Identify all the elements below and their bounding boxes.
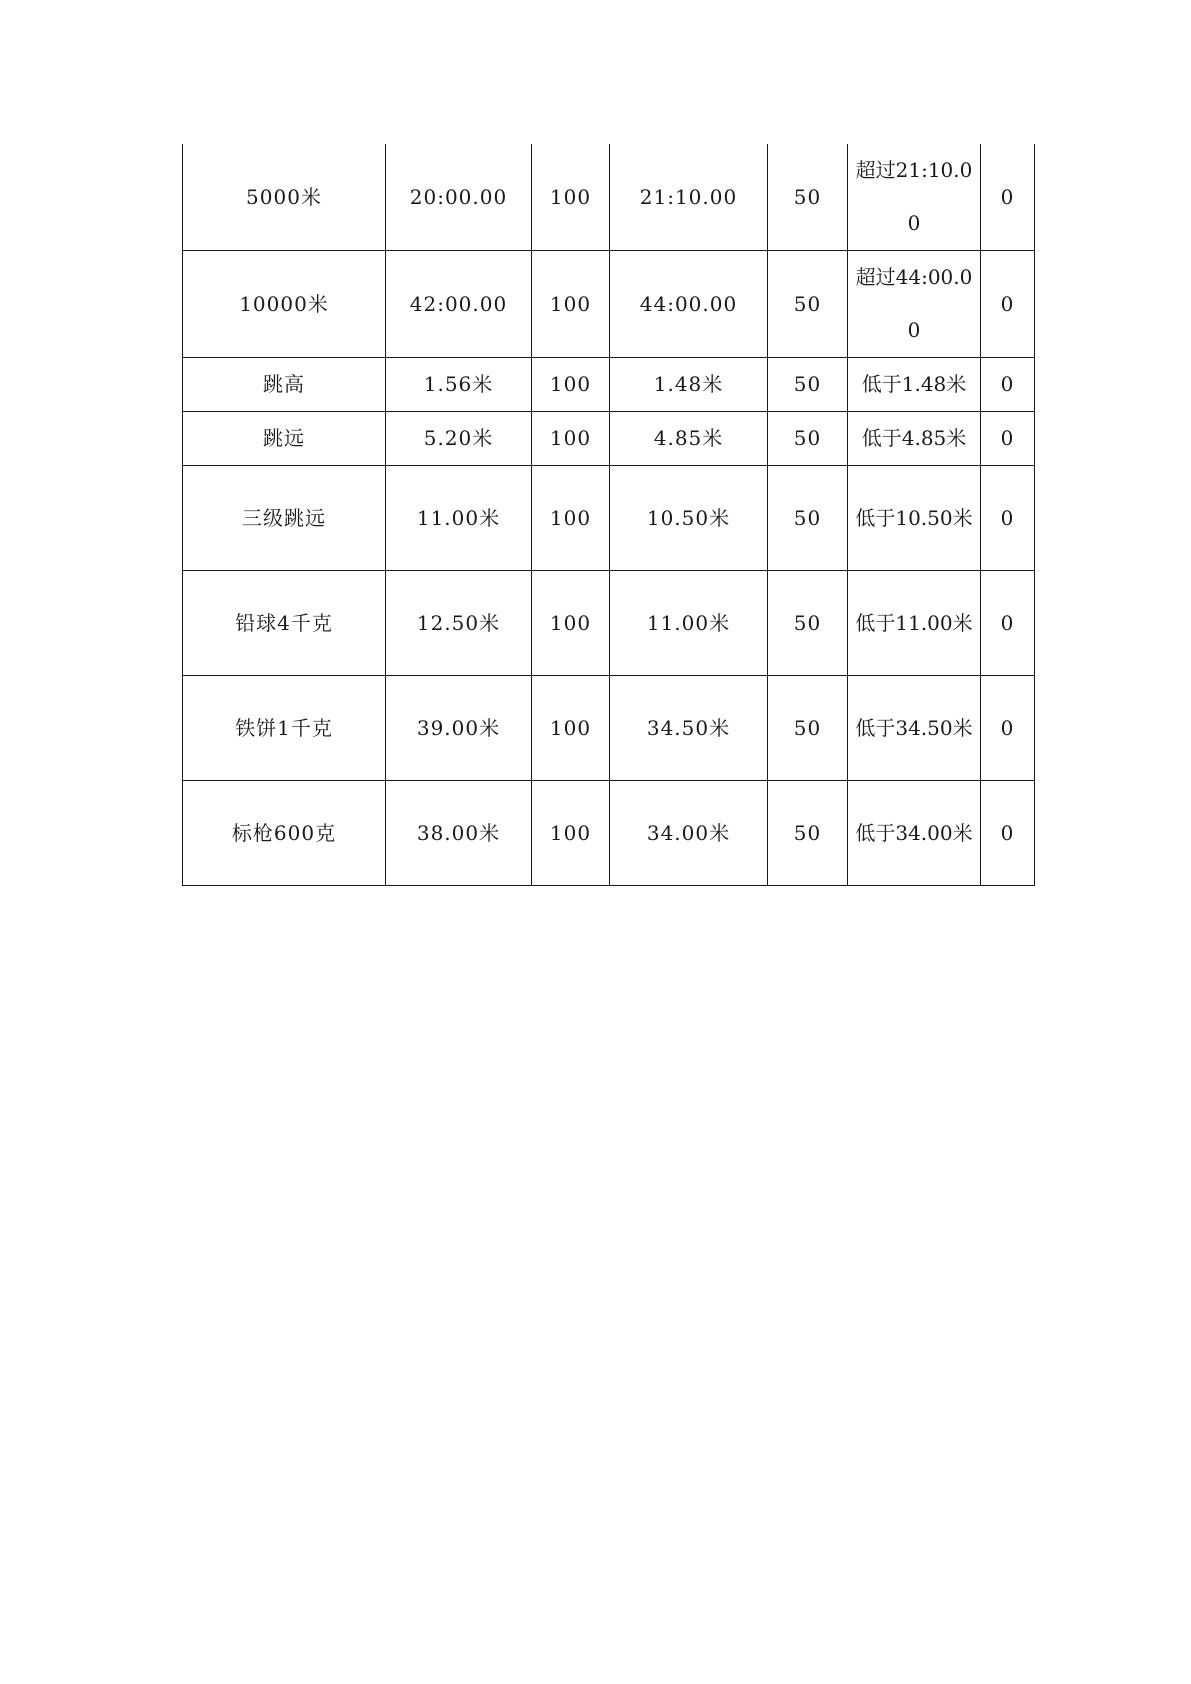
full-marks-standard-cell: 1.56米 xyxy=(386,358,532,412)
failing-standard-cell: 超过21:10.00 xyxy=(848,144,981,251)
table-row xyxy=(183,676,1035,781)
passing-points-cell: 50 xyxy=(768,251,848,358)
passing-standard-cell: 10.50米 xyxy=(610,466,768,571)
failing-standard-cell: 低于4.85米 xyxy=(848,412,981,466)
event-cell: 5000米 xyxy=(183,144,386,251)
event-cell: 标枪600克 xyxy=(183,781,386,886)
full-marks-points-cell: 100 xyxy=(532,676,610,781)
failing-standard-cell: 低于1.48米 xyxy=(848,358,981,412)
passing-points-cell: 50 xyxy=(768,412,848,466)
table-row xyxy=(183,144,1035,251)
table-row xyxy=(183,466,1035,571)
event-cell: 10000米 xyxy=(183,251,386,358)
table-row xyxy=(183,412,1035,466)
full-marks-points-cell: 100 xyxy=(532,781,610,886)
event-cell: 跳高 xyxy=(183,358,386,412)
passing-standard-cell: 1.48米 xyxy=(610,358,768,412)
full-marks-points-cell: 100 xyxy=(532,358,610,412)
score-standards-table xyxy=(182,144,1035,886)
failing-points-cell: 0 xyxy=(981,358,1035,412)
full-marks-standard-cell: 20:00.00 xyxy=(386,144,532,251)
failing-points-cell: 0 xyxy=(981,571,1035,676)
full-marks-standard-cell: 42:00.00 xyxy=(386,251,532,358)
failing-points-cell: 0 xyxy=(981,676,1035,781)
full-marks-points-cell: 100 xyxy=(532,571,610,676)
failing-standard-cell: 低于34.50米 xyxy=(848,676,981,781)
event-cell: 铅球4千克 xyxy=(183,571,386,676)
passing-standard-cell: 21:10.00 xyxy=(610,144,768,251)
table-row xyxy=(183,571,1035,676)
passing-points-cell: 50 xyxy=(768,571,848,676)
full-marks-points-cell: 100 xyxy=(532,144,610,251)
full-marks-standard-cell: 39.00米 xyxy=(386,676,532,781)
passing-points-cell: 50 xyxy=(768,144,848,251)
passing-points-cell: 50 xyxy=(768,466,848,571)
passing-points-cell: 50 xyxy=(768,358,848,412)
full-marks-standard-cell: 12.50米 xyxy=(386,571,532,676)
failing-standard-cell: 低于10.50米 xyxy=(848,466,981,571)
passing-standard-cell: 34.50米 xyxy=(610,676,768,781)
failing-points-cell: 0 xyxy=(981,412,1035,466)
table-row xyxy=(183,781,1035,886)
event-cell: 跳远 xyxy=(183,412,386,466)
passing-points-cell: 50 xyxy=(768,781,848,886)
full-marks-points-cell: 100 xyxy=(532,251,610,358)
full-marks-points-cell: 100 xyxy=(532,412,610,466)
passing-standard-cell: 4.85米 xyxy=(610,412,768,466)
passing-standard-cell: 44:00.00 xyxy=(610,251,768,358)
failing-standard-cell: 低于11.00米 xyxy=(848,571,981,676)
full-marks-standard-cell: 5.20米 xyxy=(386,412,532,466)
table-body xyxy=(183,144,1035,886)
table-row xyxy=(183,251,1035,358)
full-marks-standard-cell: 38.00米 xyxy=(386,781,532,886)
full-marks-standard-cell: 11.00米 xyxy=(386,466,532,571)
passing-standard-cell: 11.00米 xyxy=(610,571,768,676)
failing-standard-cell: 低于34.00米 xyxy=(848,781,981,886)
event-cell: 铁饼1千克 xyxy=(183,676,386,781)
failing-points-cell: 0 xyxy=(981,144,1035,251)
passing-points-cell: 50 xyxy=(768,676,848,781)
failing-points-cell: 0 xyxy=(981,466,1035,571)
event-cell: 三级跳远 xyxy=(183,466,386,571)
failing-points-cell: 0 xyxy=(981,251,1035,358)
failing-points-cell: 0 xyxy=(981,781,1035,886)
failing-standard-cell: 超过44:00.00 xyxy=(848,251,981,358)
passing-standard-cell: 34.00米 xyxy=(610,781,768,886)
table-row xyxy=(183,358,1035,412)
full-marks-points-cell: 100 xyxy=(532,466,610,571)
